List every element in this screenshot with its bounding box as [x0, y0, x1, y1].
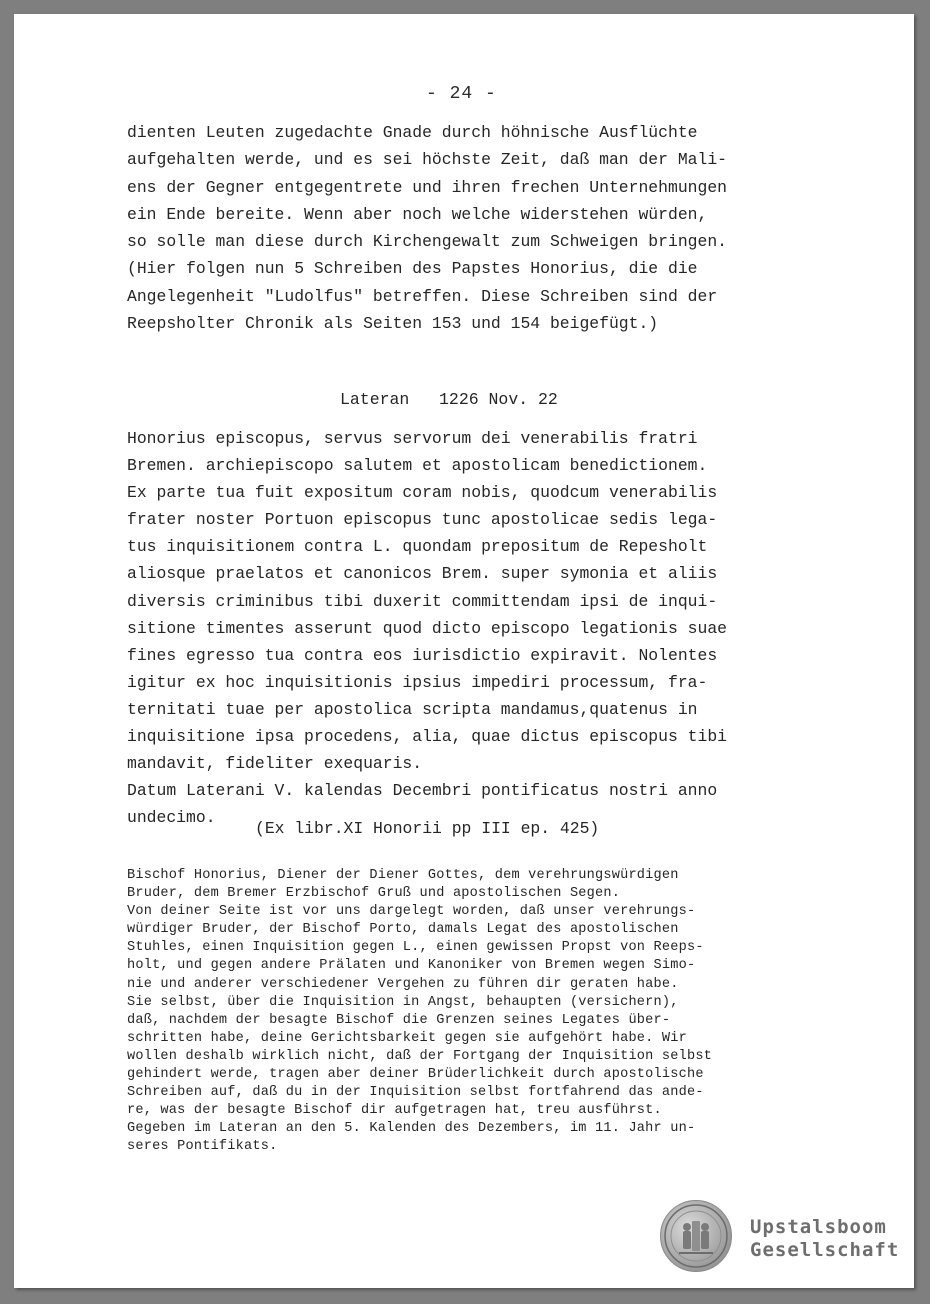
text-line: ens der Gegner entgegentrete und ihren frechen Unternehmungen — [127, 177, 727, 197]
society-name-line1: Upstalsboom — [750, 1216, 887, 1238]
text-line: diversis criminibus tibi duxerit committendam ipsi de inqui- — [127, 591, 718, 611]
page-number: - 24 - — [426, 84, 497, 104]
text-line: ein Ende bereite. Wenn aber noch welche widerstehen würden, — [127, 204, 708, 224]
text-line: würdiger Bruder, der Bischof Porto, damals Legat des apostolischen — [127, 922, 679, 938]
text-line: sitione timentes asserunt quod dicto episcopo legationis suae — [127, 618, 727, 638]
intro-paragraph — [127, 119, 727, 337]
document-page — [14, 14, 914, 1288]
text-line: aufgehalten werde, und es sei höchste Zeit, daß man der Mali- — [127, 150, 727, 170]
text-line: Schreiben auf, daß du in der Inquisition selbst fortfahrend das ande- — [127, 1085, 704, 1101]
society-seal-icon — [660, 1200, 732, 1272]
text-line: inquisitione ipsa procedens, alia, quae dictus episcopus tibi — [127, 727, 727, 747]
text-line: seres Pontifikats. — [127, 1139, 278, 1155]
society-name — [750, 1216, 899, 1262]
text-line: Reepsholter Chronik als Seiten 153 und 154 beigefügt.) — [127, 314, 659, 334]
text-line: dienten Leuten zugedachte Gnade durch höhnische Ausflüchte — [127, 123, 698, 142]
text-line: holt, und gegen andere Prälaten und Kanoniker von Bremen wegen Simo- — [127, 958, 696, 974]
text-line: wollen deshalb wirklich nicht, daß der Fortgang der Inquisition selbst — [127, 1048, 713, 1064]
text-line: Bremen. archiepiscopo salutem et apostolicam benedictionem. — [127, 456, 708, 476]
text-line: re, was der besagte Bischof dir aufgetragen hat, treu ausführst. — [127, 1103, 662, 1119]
text-line: Bischof Honorius, Diener der Diener Gottes, dem verehrungswürdigen — [127, 868, 679, 883]
text-line: Ex parte tua fuit expositum coram nobis, quodcum venerabilis — [127, 483, 718, 503]
text-line: aliosque praelatos et canonicos Brem. super symonia et aliis — [127, 564, 718, 584]
text-line: (Hier folgen nun 5 Schreiben des Papstes Honorius, die die — [127, 259, 698, 279]
text-line: nie und anderer verschiedener Vergehen zu führen dir geraten habe. — [127, 976, 679, 992]
text-line: Datum Laterani V. kalendas Decembri pontificatus nostri anno — [127, 781, 718, 801]
latin-letter-text — [127, 425, 727, 831]
text-line: schritten habe, deine Gerichtsbarkeit gegen sie aufgehört habe. Wir — [127, 1030, 687, 1046]
text-line: Sie selbst, über die Inquisition in Angst, behaupten (versichern), — [127, 994, 679, 1010]
text-line: undecimo. — [127, 808, 216, 828]
text-line: Von deiner Seite ist vor uns dargelegt worden, daß unser verehrungs- — [127, 904, 696, 920]
text-line: fines egresso tua contra eos iurisdictio expiravit. Nolentes — [127, 645, 718, 665]
text-line: daß, nachdem der besagte Bischof die Grenzen seines Legates über- — [127, 1012, 671, 1028]
text-line: Angelegenheit "Ludolfus" betreffen. Diese Schreiben sind der — [127, 286, 718, 306]
text-line: gehindert werde, tragen aber deiner Brüderlichkeit durch apostolische — [127, 1067, 704, 1083]
text-line: ternitati tuae per apostolica scripta mandamus,quatenus in — [127, 699, 698, 719]
text-line: Honorius episcopus, servus servorum dei venerabilis fratri — [127, 429, 698, 448]
source-citation: (Ex libr.XI Honorii pp III ep. 425) — [255, 819, 600, 838]
text-line: frater noster Portuon episcopus tunc apostolicae sedis lega- — [127, 510, 718, 530]
latin-letter-heading: Lateran 1226 Nov. 22 — [340, 390, 558, 409]
german-translation — [127, 867, 712, 1157]
text-line: mandavit, fideliter exequaris. — [127, 754, 423, 774]
text-line: Stuhles, einen Inquisition gegen L., einen gewissen Propst von Reeps- — [127, 940, 704, 956]
text-line: so solle man diese durch Kirchengewalt zum Schweigen bringen. — [127, 232, 727, 252]
text-line: Bruder, dem Bremer Erzbischof Gruß und apostolischen Segen. — [127, 886, 621, 902]
text-line: igitur ex hoc inquisitionis ipsius impediri processum, fra- — [127, 672, 708, 692]
text-line: Gegeben im Lateran an den 5. Kalenden des Dezembers, im 11. Jahr un- — [127, 1121, 696, 1137]
text-line: tus inquisitionem contra L. quondam prepositum de Repesholt — [127, 537, 708, 557]
society-name-line2: Gesellschaft — [750, 1239, 900, 1261]
